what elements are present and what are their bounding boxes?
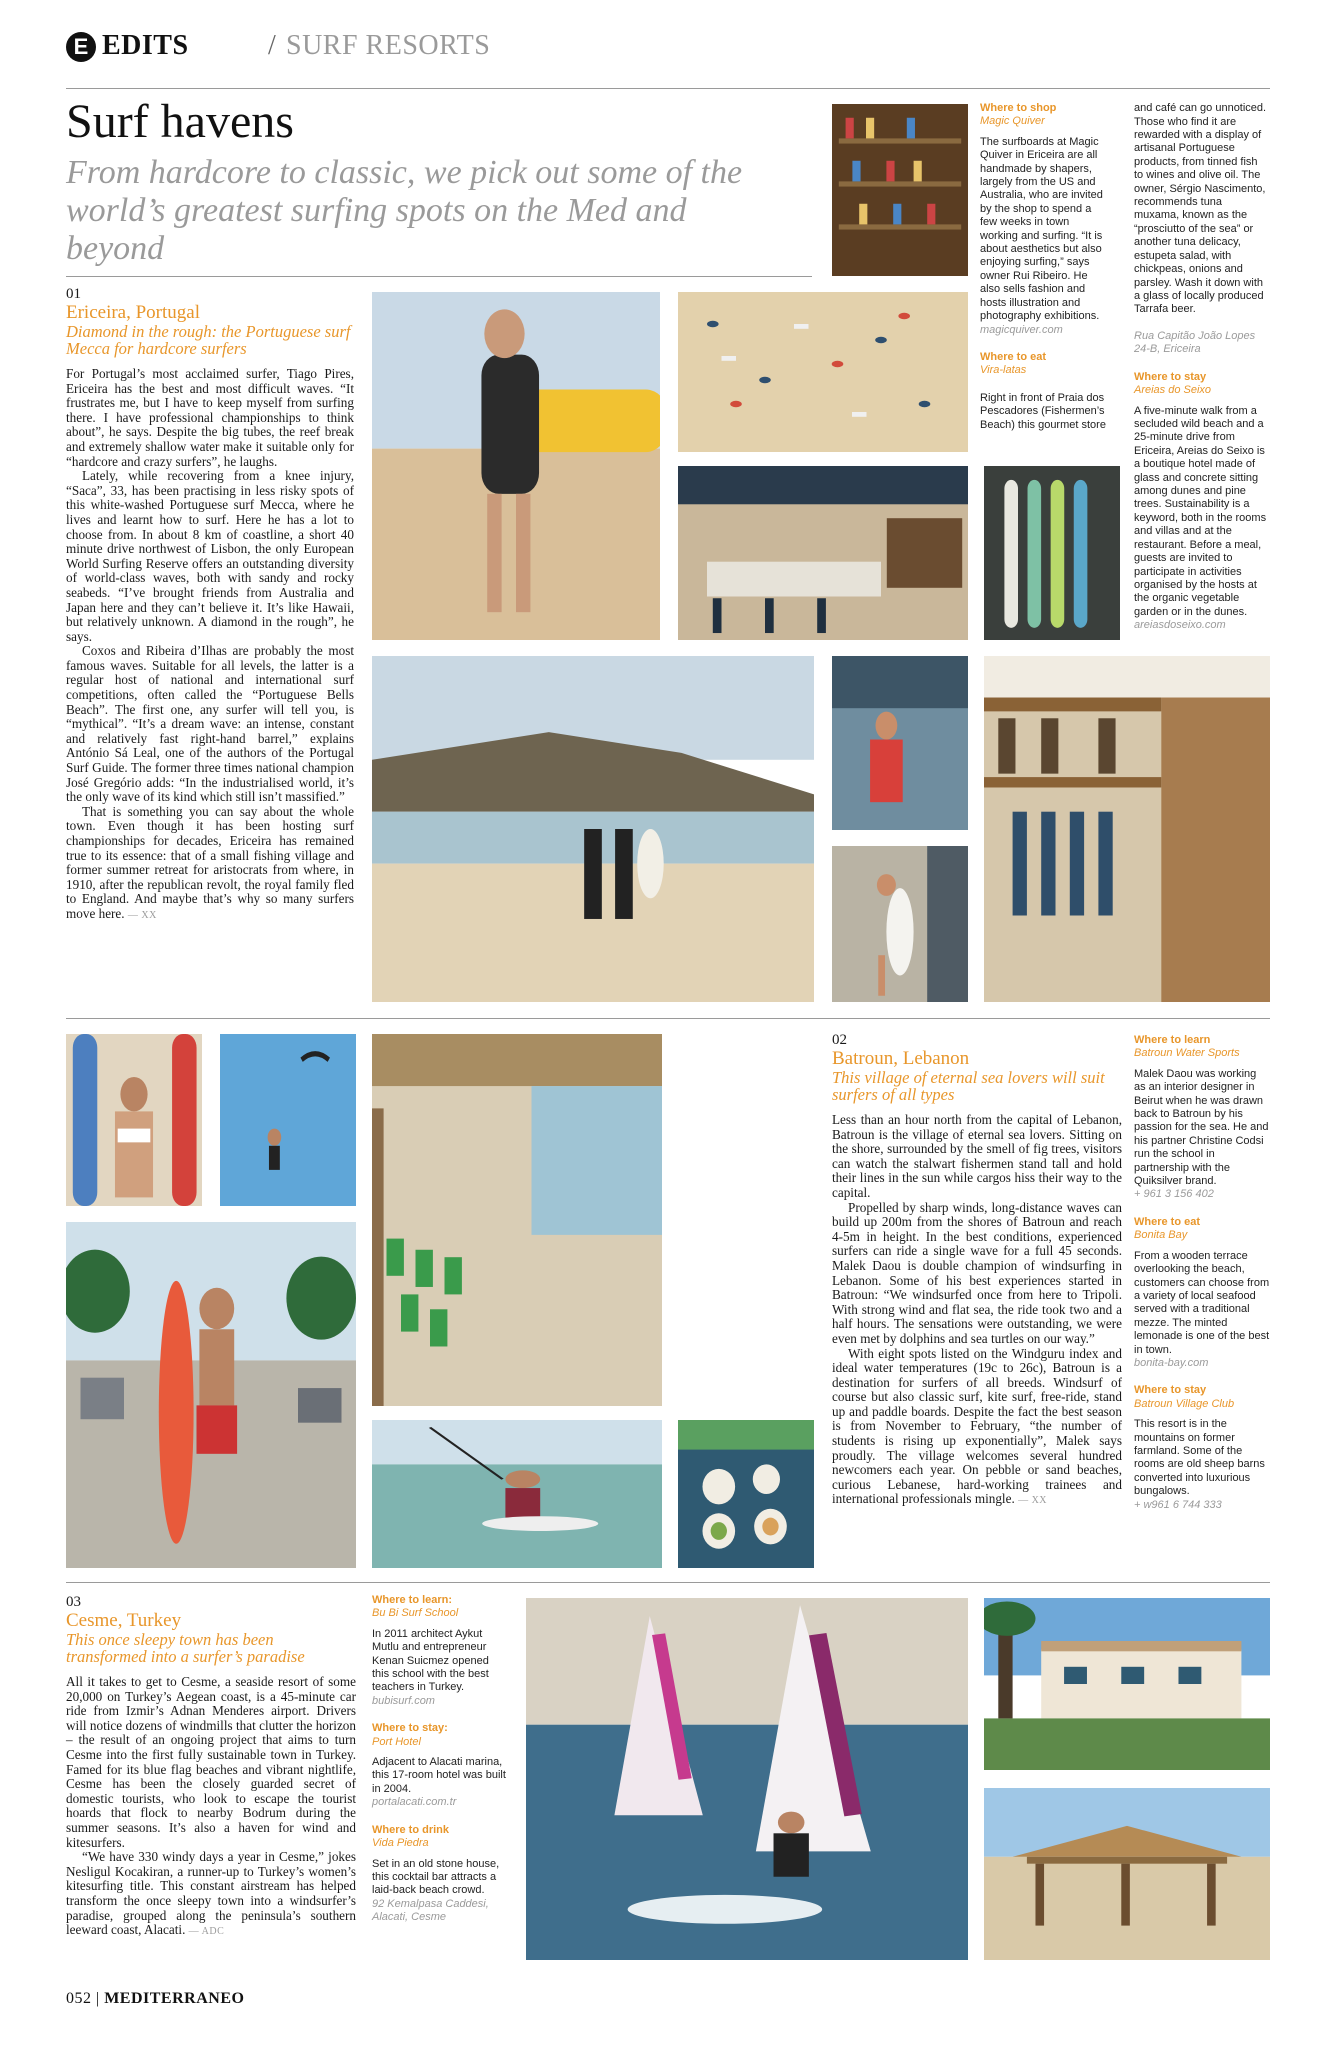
subsection-label: SURF RESORTS bbox=[286, 30, 491, 61]
article-2-number: 02 bbox=[832, 1032, 847, 1048]
photo-kitesurfer-jump bbox=[220, 1034, 356, 1206]
sidebar-heading: Where to eat bbox=[980, 350, 1047, 363]
sidebar-heading: Where to learn bbox=[1134, 1034, 1211, 1046]
article-1-sidebar-eat-continued bbox=[980, 392, 1108, 432]
article-3-paragraph bbox=[66, 1850, 356, 1940]
article-1-paragraph: Coxos and Ribeira d’Ilhas are probably the most famous waves. Suitable for all levels, the latter is a regular host of national and international surf competitions, often called the “Portuguese Bells Beach”. The first one, any surfer will tell you, is “mythical”. “It’s a dream wave: an intense, constant and relatively fast right-hand barrel,” explains António Sá Leal, one of the authors of the Portugal Surf Guide. The former three times national champion José Gregório adds: “In the industrialised world, it’s the only wave of its kind which still isn’t massified.” bbox=[66, 643, 354, 805]
sidebar-venue: Batroun Village Club bbox=[1134, 1397, 1235, 1410]
article-1-sidebar-shop bbox=[980, 102, 1108, 385]
badge-letter: E bbox=[73, 34, 89, 59]
article-3-paragraph: All it takes to get to Cesme, a seaside resort of some 20,000 on Turkey’s Aegean coast, is a 45-minute car ride from Izmir’s Adnan Menderes airport. Drivers will notice dozens of windmills that clutter the horizon – the result of an ongoing project that aims to turn Cesme into the first fully sustainable town in Turkey. Famed for its blue flag beaches and vibrant nightlife, Cesme has been the closely guarded secret of domestic tourists, who look to escape the tourist hoards that flock to nearby Bodrum during the summer seasons. It’s also a haven for wind and kitesurfers. bbox=[66, 1674, 356, 1850]
photo-beach-surfers-cliff bbox=[372, 656, 814, 1002]
sidebar-text: A five-minute walk from a secluded wild beach and a 25-minute drive from Ericeira, Areias do Seixo is a boutique hotel made of glass and concrete sitting among dunes and pine trees. Sustainability is a keyword, both in the rooms and villas and at the restaurant. Before a meal, guests are invited to participate in activities organised by the hosts at the organic vegetable garden or in the dunes. bbox=[1134, 404, 1267, 618]
article-2-signoff: — XX bbox=[1018, 1495, 1048, 1507]
footer bbox=[66, 1990, 244, 2008]
sidebar-text-continued bbox=[1134, 102, 1268, 330]
sidebar-block bbox=[372, 1722, 508, 1809]
article-3-paragraph-text: “We have 330 windy days a year in Cesme,” jokes Nesligul Kocakiran, a runner-up to Turkey’s women’s kitesurfing title. This constant airstream has helped transform the once sleepy town into a windsurfer’s paradise, grouped along the peninsula’s southern leeward coast, Alacati. bbox=[66, 1849, 356, 1938]
article-2-paragraph-text: With eight spots listed on the Windguru index and ideal water temperatures (19c to 26c), Batroun is a destination for surfers of all breeds. Windsurf of course but also classic surf, kite surf, free-ride, stand up and paddle boards. Despite the fact the best season is from November to February, “the number of students is rising up exponentially”, Malek says proudly. The village welcomes several hundred newcomers each year. On pebble or sand beaches, curious Lebanese, hard-working trainees and international professionals mingle. bbox=[832, 1345, 1122, 1507]
article-1-sidebar-col2 bbox=[1134, 102, 1268, 633]
page-title: Surf havens bbox=[66, 95, 294, 148]
article-2 bbox=[832, 1032, 1122, 1509]
sidebar-heading: Where to drink bbox=[372, 1823, 450, 1836]
article-2-sidebar bbox=[1134, 1034, 1270, 1526]
photo-cafe-interior bbox=[678, 466, 968, 640]
section-label: EDITS bbox=[102, 30, 189, 61]
footer-separator: | bbox=[96, 1990, 100, 2007]
header-rule bbox=[66, 88, 1270, 89]
sidebar-address: Rua Capitão João Lopes 24-B, Ericeira bbox=[1134, 330, 1256, 356]
photo-surfer-carrying-board bbox=[832, 846, 968, 1002]
sidebar-venue: Bu Bi Surf School bbox=[372, 1607, 459, 1620]
photo-beach-aerial-crowd bbox=[678, 292, 968, 452]
sidebar-text: From a wooden terrace overlooking the beach, customers can choose from a variety of local seafood served with a traditional mezze. The minted lemonade is one of the best in town. bbox=[1134, 1249, 1270, 1356]
header bbox=[66, 30, 1266, 66]
sidebar-heading: Where to eat bbox=[1134, 1215, 1201, 1228]
sidebar-block bbox=[372, 1824, 508, 1925]
photo-kitesurfer-water bbox=[372, 1420, 662, 1568]
headline-rule bbox=[66, 276, 812, 277]
sidebar-venue: Magic Quiver bbox=[980, 115, 1045, 128]
standfirst: From hardcore to classic, we pick out some of the world’s greatest surfing spots on the Med and beyond bbox=[66, 154, 743, 267]
sidebar-text: The surfboards at Magic Quiver in Ericeira are all handmade by shapers, largely from the US and Australia, who are invited by the shop to spend a few weeks in town working and surfing. “It is about aesthetics but also enjoying surfing,” says owner Rui Ribeiro. He also sells fashion and hosts illustration and photography exhibitions. bbox=[980, 135, 1103, 323]
section-rule-1 bbox=[66, 1018, 1270, 1019]
article-1-paragraph: For Portugal’s most acclaimed surfer, Tiago Pires, Ericeira has the best and most difficult waves. “It frustrates me, but I have to keep myself from surfing there. I have professional championships to think about”, he says. Despite the big tubes, the reef break and extremely shallow water make it suitable only for “hardcore and crazy surfers”, he laughs. bbox=[66, 366, 354, 469]
sidebar-heading: Where to stay bbox=[1134, 370, 1207, 383]
article-1-deck: Diamond in the rough: the Portuguese surf Mecca for hardcore surfers bbox=[66, 322, 351, 358]
photo-mezze-table bbox=[678, 1420, 814, 1568]
sidebar-address: bonita-bay.com bbox=[1134, 1356, 1209, 1369]
article-1-paragraph bbox=[66, 805, 354, 924]
article-3-deck: This once sleepy town has been transformed into a surfer’s paradise bbox=[66, 1630, 305, 1666]
article-1-signoff: — XX bbox=[127, 909, 157, 921]
article-1 bbox=[66, 286, 354, 924]
sidebar-address: areiasdoseixo.com bbox=[1134, 619, 1226, 632]
photo-man-paddleboard-street bbox=[66, 1222, 356, 1568]
sidebar-address: magicquiver.com bbox=[980, 323, 1063, 336]
sidebar-block bbox=[1134, 1034, 1270, 1202]
article-2-paragraph: Propelled by sharp winds, long-distance waves can build up 200m from the shores of Batroun and reach 4-5m in height. In the best conditions, experienced surfers can ride a single wave for a full 45 seconds. Malek Daou is double champion of windsurfing in Lebanon. Some of his best experiences started in Batroun: “We windsurfed once from here to Tripoli. With strong wind and flat sea, the ride took two and a half hours. The sensations were outstanding, we were even met by dolphins and sea turtles on our way.” bbox=[832, 1199, 1122, 1346]
page-number: 052 bbox=[66, 1990, 92, 2007]
article-1-body bbox=[66, 367, 354, 924]
article-3-number: 03 bbox=[66, 1594, 81, 1610]
section-badge bbox=[66, 32, 96, 62]
sidebar-text: Malek Daou was working as an interior designer in Beirut when he was drawn back to Batroun by his passion for the sea. He and his partner Christine Codsi run the school in partnership with the Quiksilver brand. bbox=[1134, 1067, 1269, 1188]
sidebar-heading: Where to learn: bbox=[372, 1594, 453, 1606]
photo-shop-owner bbox=[832, 656, 968, 830]
sidebar-heading: Where to stay: bbox=[372, 1722, 448, 1735]
magazine-name: MEDITERRANEO bbox=[104, 1990, 245, 2007]
sidebar-text: Set in an old stone house, this cocktail bar attracts a laid-back beach crowd. bbox=[372, 1857, 500, 1897]
article-2-body bbox=[832, 1113, 1122, 1509]
sidebar-venue: Batroun Water Sports bbox=[1134, 1047, 1240, 1060]
sidebar-venue: Areias do Seixo bbox=[1134, 384, 1212, 397]
sidebar-venue: Vida Piedra bbox=[372, 1837, 429, 1850]
sidebar-heading: Where to shop bbox=[980, 102, 1057, 114]
article-1-paragraph-text: That is something you can say about the whole town. Even though it has been hosting surf championships for decades, Ericeira has remained true to its essence: that of a small fishing village and former summer retreat for aristocrats from where, in 1910, after the republican revolt, the royal family fled to England. And maybe that’s why so many surfers move here. bbox=[66, 803, 354, 921]
photo-beach-terrace-restaurant bbox=[372, 1034, 662, 1406]
photo-surfer-woman-wetsuit bbox=[372, 292, 660, 640]
section-rule-2 bbox=[66, 1582, 1270, 1583]
article-3-sidebar bbox=[372, 1594, 508, 1939]
sidebar-venue: Vira-latas bbox=[980, 364, 1027, 377]
article-2-paragraph: Less than an hour north from the capital of Lebanon, Batroun is the village of eternal sea lovers. Sitting on the shore, surrounded by the smell of fig trees, visitors can watch the stalwart fishermen stand tall and hold their lines in the sun while cargos hiss their way to the capital. bbox=[832, 1112, 1122, 1200]
sidebar-venue: Port Hotel bbox=[372, 1735, 421, 1748]
article-2-deck: This village of eternal sea lovers will suit surfers of all types bbox=[832, 1068, 1105, 1104]
sidebar-text: Adjacent to Alacati marina, this 17-room hotel was built in 2004. bbox=[372, 1756, 506, 1795]
sidebar-address: bubisurf.com bbox=[372, 1694, 435, 1707]
sidebar-text: In 2011 architect Aykut Mutlu and entrepreneur Kenan Suicmez opened this school with the best teachers in Turkey. bbox=[372, 1627, 489, 1694]
photo-surfboard-rack bbox=[984, 466, 1120, 640]
article-2-paragraph bbox=[832, 1347, 1122, 1510]
article-1-place: Ericeira, Portugal bbox=[66, 302, 201, 323]
sidebar-text: Right in front of Praia dos Pescadores (Fishermen’s Beach) this gourmet store bbox=[980, 392, 1106, 431]
sidebar-text: and café can go unnoticed. Those who find it are rewarded with a display of artisanal Portuguese products, from tinned fish to wines and olive oil. The owner, Sérgio Nascimento, recommends tuna muxama, known as the “prosciutto of the sea” or another tuna delicacy, estupeta salad, with chickpeas, onions and parsley. Wash it down with a glass of locally produced Tarrafa beer. bbox=[1134, 102, 1267, 316]
sidebar-block bbox=[1134, 1216, 1270, 1370]
article-3-body bbox=[66, 1675, 356, 1940]
photo-beach-bar-umbrella bbox=[984, 1788, 1270, 1960]
article-3-place: Cesme, Turkey bbox=[66, 1610, 182, 1631]
sidebar-block bbox=[372, 1594, 508, 1708]
sidebar-block bbox=[1134, 1384, 1270, 1512]
photo-hotel-villa bbox=[984, 1598, 1270, 1770]
sidebar-address: + w961 6 744 333 bbox=[1134, 1498, 1222, 1511]
sidebar-venue: Bonita Bay bbox=[1134, 1229, 1188, 1242]
article-1-number: 01 bbox=[66, 286, 81, 302]
sidebar-address: 92 Kemalpasa Caddesi, Alacati, Cesme bbox=[372, 1897, 489, 1924]
sidebar-address: + 961 3 156 402 bbox=[1134, 1188, 1214, 1201]
photo-surf-shop-shelves bbox=[832, 104, 968, 276]
article-1-paragraph: Lately, while recovering from a knee injury, “Saca”, 33, has been practising in less risky spots of this white-washed Portuguese surf Mecca, where he lives and learnt how to surf. Here he has a lot to choose from. In about 8 km of coastline, a short 40 minute drive northwest of Lisbon, the only European World Surfing Reserve offers an outstanding diversity of world-class waves, both with sandy and rocky seabeds. “I’ve brought friends from Australia and Japan here and they can’t believe it. It’s like Hawaii, but relatively unknown. A diamond in the rough”, he says. bbox=[66, 468, 354, 644]
photo-woman-surfboards bbox=[66, 1034, 202, 1206]
sidebar-text: This resort is in the mountains on former farmland. Some of the rooms are old sheep barns converted into luxurious bungalows. bbox=[1134, 1418, 1265, 1498]
article-3 bbox=[66, 1594, 356, 1940]
photo-windsurfers-sea bbox=[526, 1598, 968, 1960]
sidebar-heading: Where to stay bbox=[1134, 1384, 1207, 1397]
article-2-place: Batroun, Lebanon bbox=[832, 1048, 970, 1069]
article-3-signoff: — ADC bbox=[188, 1926, 225, 1938]
section-separator: / bbox=[268, 30, 276, 61]
sidebar-address: portalacati.com.tr bbox=[372, 1796, 457, 1809]
photo-clothing-store bbox=[984, 656, 1270, 1002]
